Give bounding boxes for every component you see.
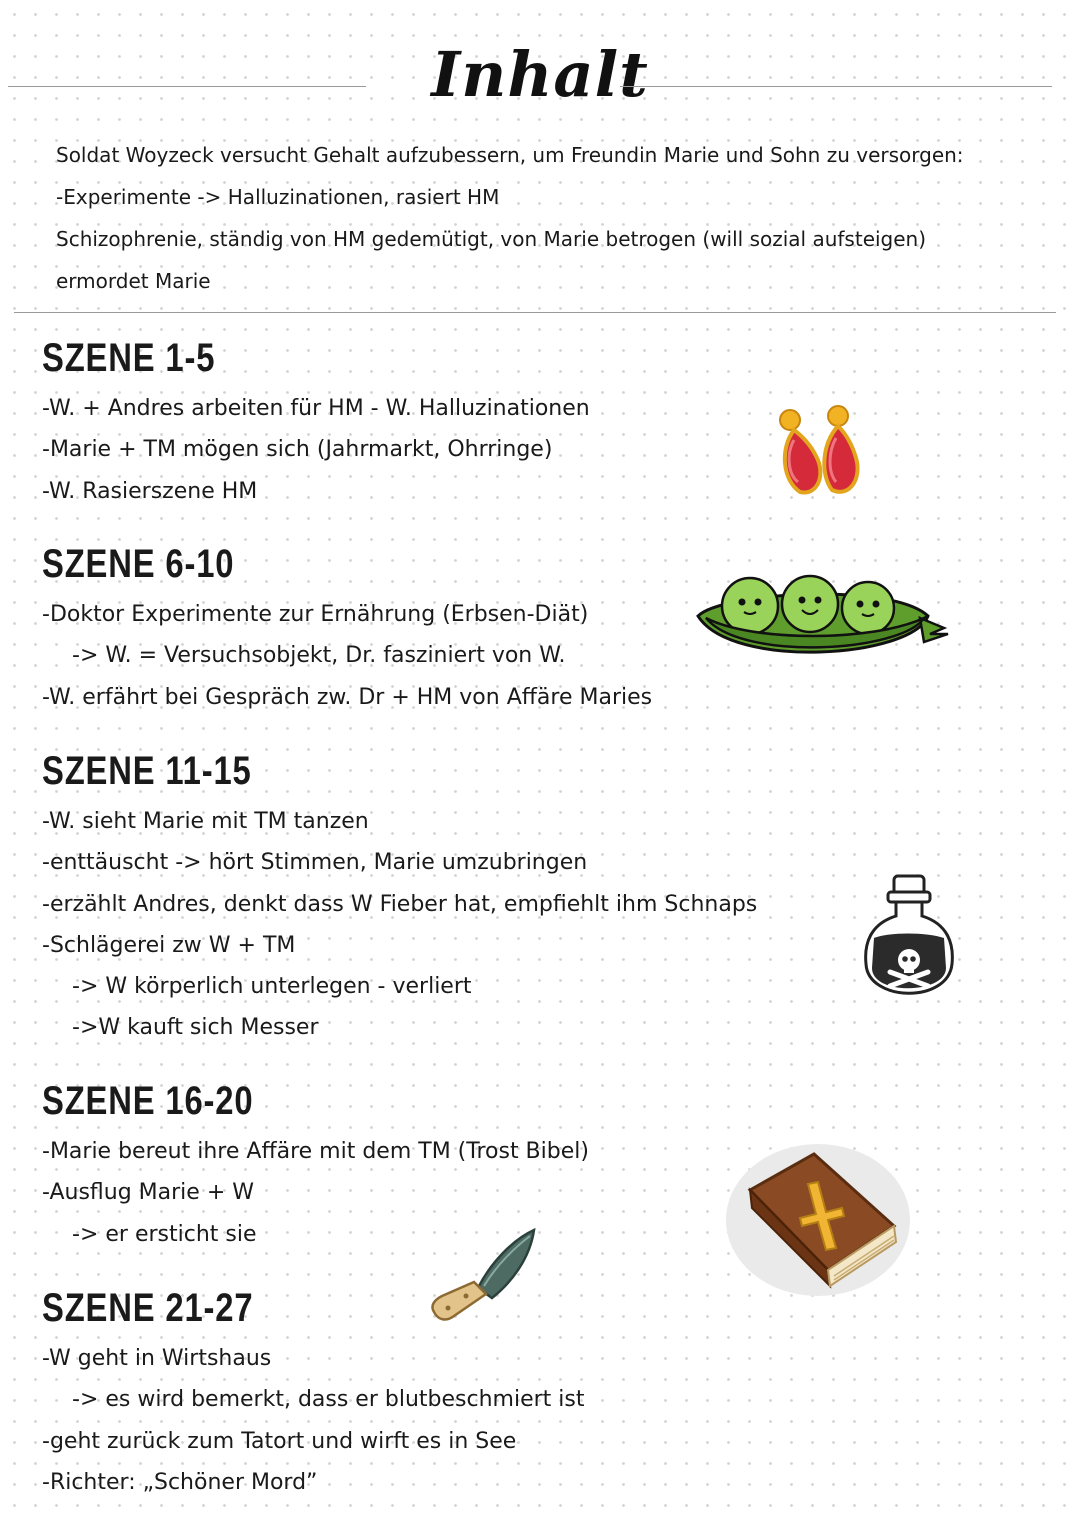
list-item: -Marie bereut ihre Affäre mit dem TM (Trost Bibel): [42, 1139, 589, 1164]
intro-line: ermordet Marie: [56, 269, 211, 293]
list-item: -W. sieht Marie mit TM tanzen: [42, 809, 369, 834]
list-item: -Marie + TM mögen sich (Jahrmarkt, Ohrringe): [42, 437, 553, 463]
title-rule-right: [620, 86, 1052, 87]
list-item: -enttäuscht -> hört Stimmen, Marie umzubringen: [42, 850, 588, 876]
section-heading: SZENE 21-27: [42, 1286, 254, 1330]
list-item: ->W kauft sich Messer: [72, 1015, 319, 1041]
bible-icon: [722, 1138, 912, 1300]
intro-line: Soldat Woyzeck versucht Gehalt aufzubessern, um Freundin Marie und Sohn zu versorgen:: [56, 143, 964, 167]
list-item: -> er ersticht sie: [72, 1221, 257, 1247]
list-item: -W. erfährt bei Gespräch zw. Dr + HM von Affäre Maries: [42, 684, 653, 710]
section-szene-1-5: [42, 332, 590, 512]
intro-divider: [14, 312, 1056, 313]
list-item: -Doktor Experimente zur Ernährung (Erbsen-Diät): [42, 602, 589, 627]
list-item: -W. Rasierszene HM: [42, 478, 258, 504]
intro-line: Schizophrenie, ständig von HM gedemütigt, von Marie betrogen (will sozial aufsteigen): [56, 227, 927, 251]
page-title: Inhalt: [431, 38, 649, 111]
list-item: -> es wird bemerkt, dass er blutbeschmiert ist: [72, 1387, 585, 1413]
list-item: -W geht in Wirtshaus: [42, 1346, 272, 1371]
list-item: -> W körperlich unterlegen - verliert: [72, 974, 472, 1000]
list-item: -Richter: „Schöner Mord”: [42, 1469, 318, 1495]
section-szene-6-10: [42, 538, 652, 718]
section-heading: SZENE 1-5: [42, 336, 216, 380]
title-rule-left: [8, 86, 366, 87]
intro-line: -Experimente -> Halluzinationen, rasiert HM: [56, 185, 500, 209]
list-item: -> W. = Versuchsobjekt, Dr. fasziniert von W.: [72, 643, 566, 669]
section-heading: SZENE 6-10: [42, 542, 235, 586]
poison-bottle-icon: [860, 872, 958, 1012]
intro-summary: [56, 134, 964, 302]
list-item: -Ausflug Marie + W: [42, 1180, 254, 1206]
section-szene-11-15: [42, 745, 757, 1049]
section-heading: SZENE 16-20: [42, 1079, 254, 1123]
peas-icon: [692, 572, 954, 672]
list-item: -Schlägerei zw W + TM: [42, 932, 296, 958]
list-item: -erzählt Andres, denkt dass W Fieber hat, empfiehlt ihm Schnaps: [42, 891, 758, 917]
list-item: -W. + Andres arbeiten für HM - W. Halluzinationen: [42, 396, 590, 421]
earrings-icon: [772, 400, 868, 504]
list-item: -geht zurück zum Tatort und wirft es in See: [42, 1428, 517, 1454]
knife-icon: [426, 1226, 538, 1326]
section-heading: SZENE 11-15: [42, 749, 252, 793]
